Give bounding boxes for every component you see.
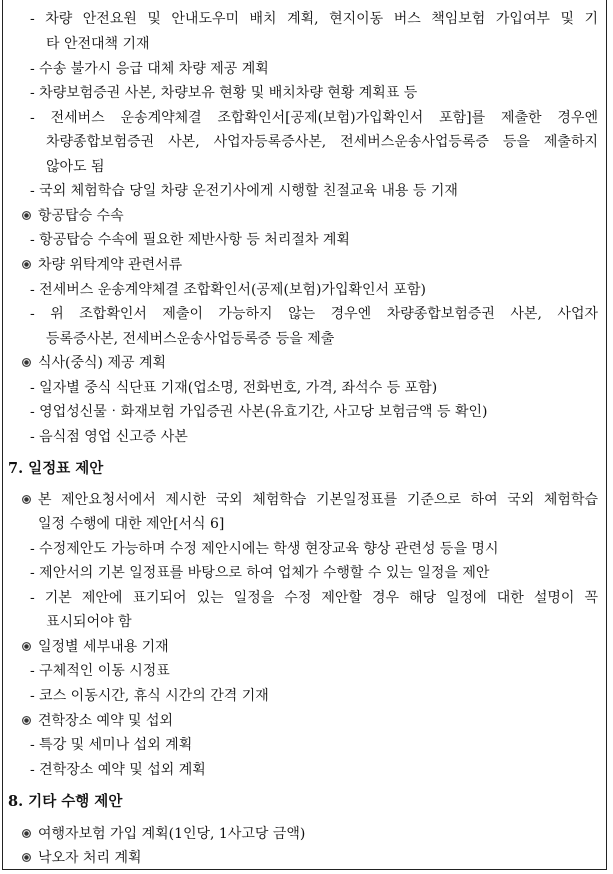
dash-item: - 구체적인 이동 시정표: [30, 663, 170, 679]
bullet-icon: [22, 495, 31, 504]
bullet-item: 본 제안요청서에서 제시한 국외 체험학습 기본일정표를 기준으로 하여 국외 체험학습: [38, 492, 598, 508]
bullet-icon: [22, 853, 31, 862]
bullet-icon: [22, 211, 31, 220]
dash-item: - 차량보험증권 사본, 차량보유 현황 및 배치차량 현황 계획표 등: [30, 85, 418, 101]
dash-item: - 차량 안전요원 및 안내도우미 배치 계획, 현지이동 버스 책임보험 가입여부 및 기: [30, 11, 598, 27]
dash-item: - 음식점 영업 신고증 사본: [30, 429, 188, 445]
bullet-icon: [22, 829, 31, 838]
bullet-item: 낙오자 처리 계획: [38, 850, 142, 866]
dash-item: - 국외 체험학습 당일 차량 운전기사에게 시행할 친절교육 내용 등 기재: [30, 183, 458, 199]
dash-item: - 수정제안도 가능하며 수정 제안시에는 학생 현장교육 향상 관련성 등을 명시: [30, 541, 499, 557]
bullet-icon: [22, 642, 31, 651]
bullet-item: 견학장소 예약 및 섭외: [38, 713, 174, 729]
dash-item: - 견학장소 예약 및 섭외 계획: [30, 762, 206, 778]
dash-item: - 위 조합확인서 제출이 가능하지 않는 경우엔 차량종합보험증권 사본, 사업자: [30, 306, 598, 322]
bullet-item-cont: 일정 수행에 대한 제안[서식 6]: [38, 516, 225, 532]
bullet-item: 여행자보험 가입 계획(1인당, 1사고당 금액): [38, 826, 306, 842]
dash-item: - 항공탑승 수속에 필요한 제반사항 등 처리절차 계획: [30, 232, 350, 248]
bullet-item: 일정별 세부내용 기재: [38, 639, 169, 655]
dash-item: - 기본 제안에 표기되어 있는 일정을 수정 제안할 경우 해당 일정에 대한 설명이 꼭: [30, 590, 598, 606]
bullet-item: 항공탑승 수속: [38, 208, 124, 224]
dash-item: - 특강 및 세미나 섭외 계획: [30, 737, 193, 753]
dash-item-cont: 등록증사본, 전세버스운송사업등록증 등을 제출: [46, 331, 335, 347]
dash-item-cont: 타 안전대책 기재: [46, 36, 150, 52]
dash-item-cont: 표시되어야 함: [46, 614, 132, 630]
bullet-icon: [22, 716, 31, 725]
dash-item: - 제안서의 기본 일정표를 바탕으로 하여 업체가 수행할 수 있는 일정을 제안: [30, 565, 490, 581]
dash-item-cont: 않아도 됨: [46, 159, 105, 175]
bullet-icon: [22, 358, 31, 367]
dash-item: - 코스 이동시간, 휴식 시간의 간격 기재: [30, 688, 269, 704]
section-heading: 8. 기타 수행 제안: [8, 793, 123, 810]
bullet-item: 식사(중식) 제공 계획: [38, 355, 167, 371]
dash-item: - 영업성신물‧화재보험 가입증권 사본(유효기간, 사고당 보험금액 등 확인): [30, 404, 488, 420]
dash-item: - 전세버스 운송계약체결 조합확인서(공제(보험)가입확인서 포함): [30, 282, 427, 298]
bullet-icon: [22, 260, 31, 269]
section-heading: 7. 일정표 제안: [8, 460, 104, 477]
dash-item: - 전세버스 운송계약체결 조합확인서[공제(보험)가입확인서 포함]를 제출한 경우엔: [30, 110, 598, 126]
dash-item-cont: 차량종합보험증권 사본, 사업자등록증사본, 전세버스운송사업등록증 등을 제출하지: [46, 134, 598, 150]
dash-item: - 일자별 중식 식단표 기재(업소명, 전화번호, 가격, 좌석수 등 포함): [30, 380, 438, 396]
bullet-item: 차량 위탁계약 관련서류: [38, 257, 183, 273]
dash-item: - 수송 불가시 응급 대체 차량 제공 계획: [30, 61, 269, 77]
